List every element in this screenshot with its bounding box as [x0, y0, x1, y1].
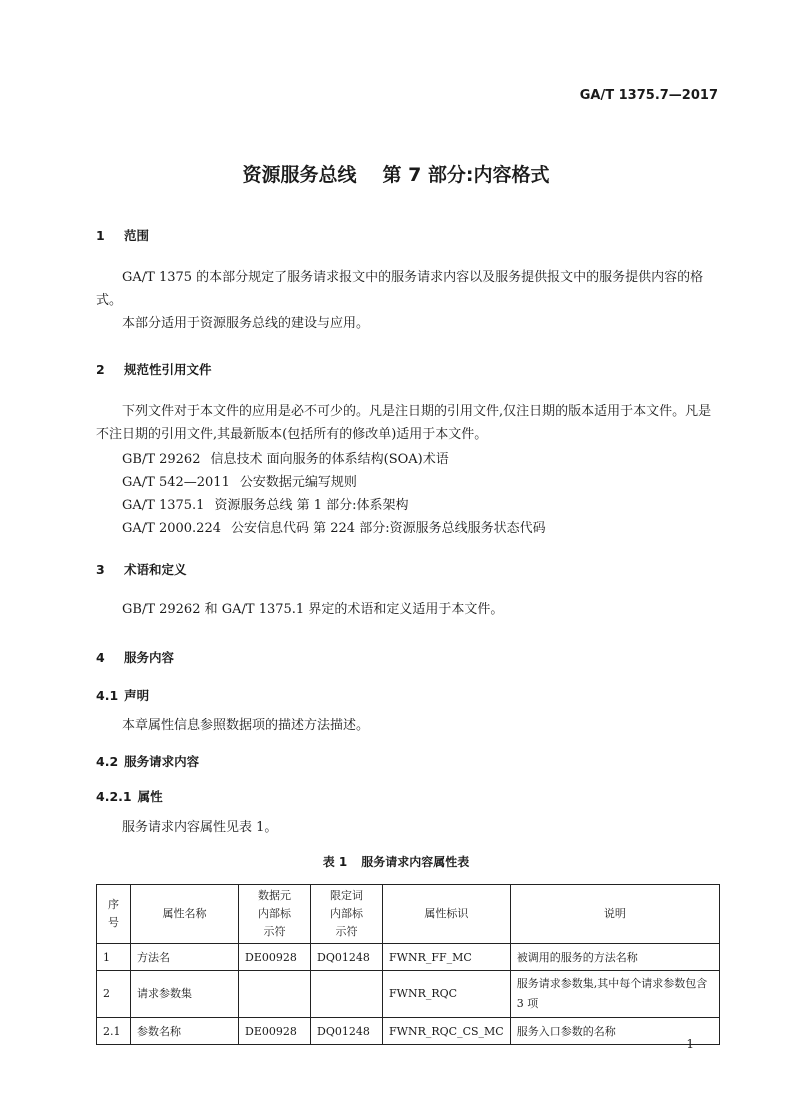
table-cell: FWNR_FF_MC: [383, 944, 511, 971]
table-cell: [311, 971, 383, 1018]
section-4-2-heading: 4.2 服务请求内容: [96, 754, 200, 769]
page-number: 1: [686, 1037, 694, 1051]
section-1-heading: 1 范围: [96, 228, 150, 243]
col-header: 属性名称: [131, 885, 239, 944]
table-cell: FWNR_RQC: [383, 971, 511, 1018]
section-1-para-2: 本部分适用于资源服务总线的建设与应用。: [122, 316, 370, 331]
table-cell: DE00928: [239, 944, 311, 971]
col-header: 数据元内部标示符: [239, 885, 311, 944]
table-row: [97, 971, 720, 1018]
section-2-para-1: 下列文件对于本文件的应用是必不可少的。凡是注日期的引用文件,仅注日期的版本适用于本文件。凡是不注日期的引用文件,其最新版本(包括所有的修改单)适用于本文件。: [96, 404, 712, 442]
table-cell: 被调用的服务的方法名称: [510, 944, 719, 971]
table-cell: 请求参数集: [131, 971, 239, 1018]
section-4-2-1-heading: 4.2.1 属性: [96, 789, 163, 804]
col-header: 序号: [97, 885, 131, 944]
table-cell: DQ01248: [311, 944, 383, 971]
section-2-heading: 2 规范性引用文件: [96, 362, 212, 377]
table-cell: 1: [97, 944, 131, 971]
section-4-1-heading: 4.1 声明: [96, 688, 150, 703]
table-cell: DE00928: [239, 1018, 311, 1045]
table-cell: 2.1: [97, 1018, 131, 1045]
table-cell: 方法名: [131, 944, 239, 971]
reference-item: GA/T 542—2011 公安数据元编写规则: [122, 475, 357, 490]
table-cell: DQ01248: [311, 1018, 383, 1045]
table-cell: 参数名称: [131, 1018, 239, 1045]
col-header: 属性标识: [383, 885, 511, 944]
reference-item: GA/T 2000.224 公安信息代码 第 224 部分:资源服务总线服务状态代码: [122, 521, 546, 536]
col-header: 限定词内部标示符: [311, 885, 383, 944]
table-header-row: [97, 885, 720, 944]
table-caption: 表 1 服务请求内容属性表: [322, 855, 470, 869]
section-4-1-para-1: 本章属性信息参照数据项的描述方法描述。: [122, 718, 370, 733]
reference-item: GB/T 29262 信息技术 面向服务的体系结构(SOA)术语: [122, 452, 449, 467]
table-cell: 服务入口参数的名称: [510, 1018, 719, 1045]
section-3-heading: 3 术语和定义: [96, 562, 187, 577]
title-sub: 第 7 部分:内容格式: [382, 164, 550, 186]
col-header: 说明: [510, 885, 719, 944]
section-1-para-1: GA/T 1375 的本部分规定了服务请求报文中的服务请求内容以及服务提供报文中的服务提供内容的格式。: [96, 270, 704, 308]
table-row: [97, 944, 720, 971]
section-4-heading: 4 服务内容: [96, 650, 175, 665]
table-cell: 2: [97, 971, 131, 1018]
attribute-table: [96, 884, 720, 1045]
table-cell: 服务请求参数集,其中每个请求参数包含 3 项: [510, 971, 719, 1018]
document-title: [0, 160, 792, 187]
title-main: 资源服务总线: [242, 164, 357, 186]
table-cell: [239, 971, 311, 1018]
table-row: [97, 1018, 720, 1045]
reference-item: GA/T 1375.1 资源服务总线 第 1 部分:体系架构: [122, 498, 409, 513]
section-3-para-1: GB/T 29262 和 GA/T 1375.1 界定的术语和定义适用于本文件。: [122, 602, 504, 617]
standard-code: GA/T 1375.7—2017: [579, 88, 718, 103]
table-cell: FWNR_RQC_CS_MC: [383, 1018, 511, 1045]
section-4-2-1-para-1: 服务请求内容属性见表 1。: [122, 820, 278, 835]
